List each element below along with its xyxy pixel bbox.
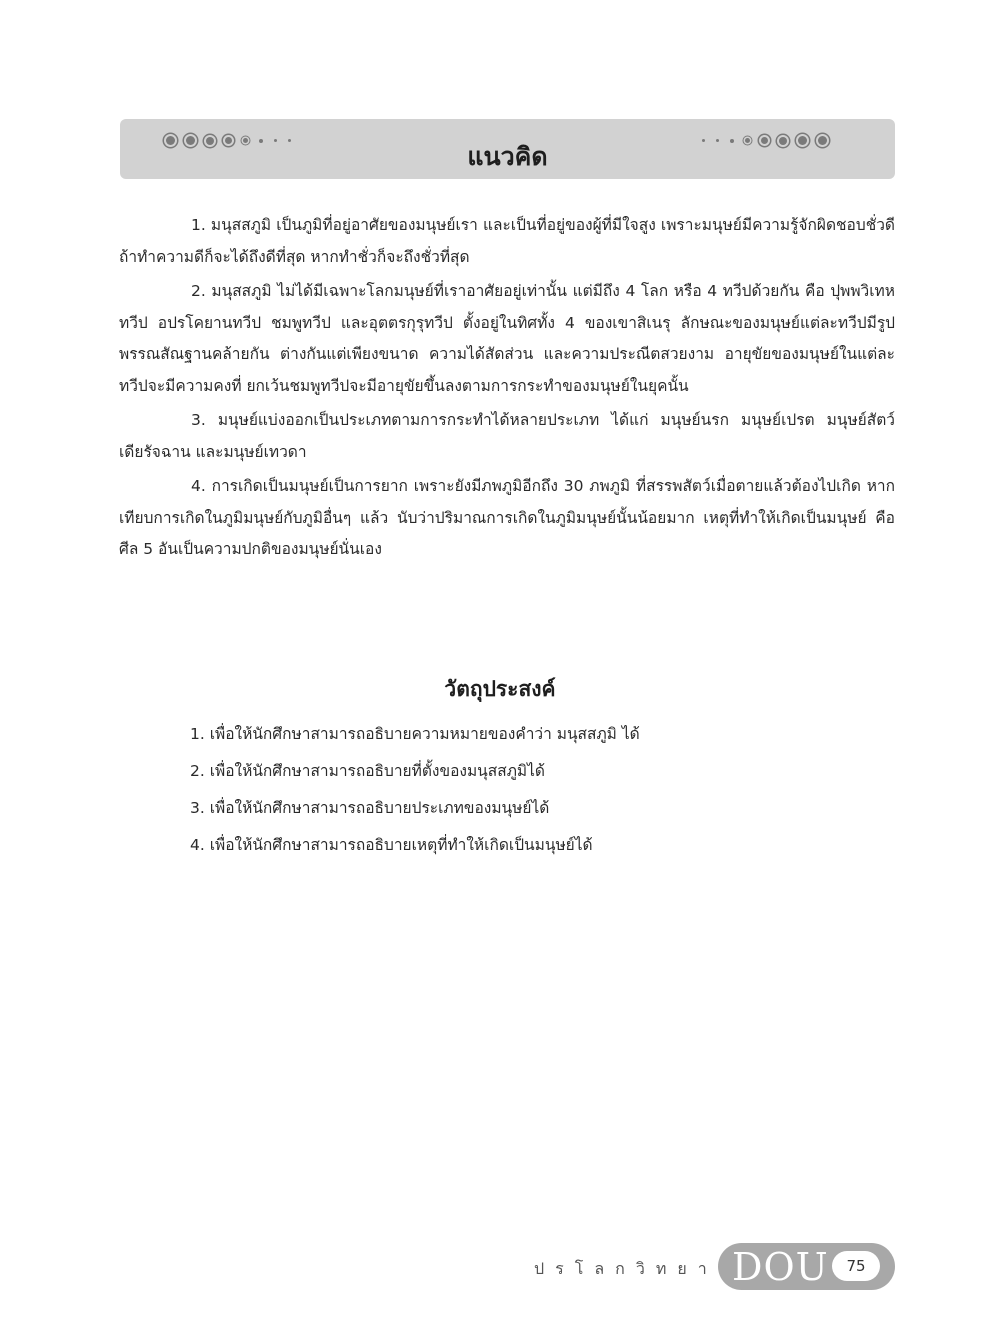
- dot-icon: [798, 136, 807, 145]
- dot-icon: [274, 139, 277, 142]
- dot-icon: [779, 137, 787, 145]
- concept-paragraph: 2. มนุสสภูมิ ไม่ได้มีเฉพาะโลกมนุษย์ที่เราอาศัยอยู่เท่านั้น แต่มีถึง 4 โลก หรือ 4 ทวีปด้วยกัน คือ ปุพพวิเทหทวีป อปรโคยานทวีป ชมพูทวีป และอุตตรกุรุทวีป ตั้งอยู่ในทิศทั้ง 4 ของเขาสิเนรุ ลักษณะของมนุษย์แต่ละทวีปมีรูปพรรณสัณฐานคล้ายกัน ต่างกันแต่เพียงขนาด ความได้สัดส่วน และความประณีตสวยงาม อายุขัยของมนุษย์ในแต่ละทวีปจะมีความคงที่ ยกเว้นชมพูทวีปจะมีอายุขัยขึ้นลงตามการกระทำของมนุษย์ในยุคนั้น: [119, 282, 895, 395]
- course-name: ปรโลกวิทยา: [534, 1259, 718, 1278]
- concept-paragraph: 4. การเกิดเป็นมนุษย์เป็นการยาก เพราะยังมีภพภูมิอีกถึง 30 ภพภูมิ ที่สรรพสัตว์เมื่อตายแล้วต้องไปเกิด หากเทียบการเกิดในภูมิมนุษย์กับภูมิอื่นๆ แล้ว นับว่าปริมาณการเกิดในภูมิมนุษย์นั้นน้อยมาก เหตุที่ทำให้เกิดเป็นมนุษย์ คือ ศีล 5 อันเป็นความปกติของมนุษย์นั่นเอง: [119, 477, 895, 558]
- dot-icon: [259, 139, 263, 143]
- dot-icon: [243, 138, 248, 143]
- objectives-title: วัตถุประสงค์: [444, 677, 556, 701]
- page-number: 75: [832, 1251, 880, 1281]
- concepts-body: [119, 210, 895, 566]
- dot-icon: [745, 138, 750, 143]
- objective-item: 1. เพื่อให้นักศึกษาสามารถอธิบายความหมายของคำว่า มนุสสภูมิ ได้: [190, 725, 640, 743]
- dot-icon: [702, 139, 705, 142]
- objective-item: 3. เพื่อให้นักศึกษาสามารถอธิบายประเภทของมนุษย์ได้: [190, 799, 550, 817]
- dou-logo: DOU: [732, 1245, 829, 1289]
- dot-icon: [225, 137, 232, 144]
- section-title: แนวคิด: [467, 142, 548, 171]
- objective-item: 4. เพื่อให้นักศึกษาสามารถอธิบายเหตุที่ทำให้เกิดเป็นมนุษย์ได้: [190, 836, 593, 854]
- dot-icon: [166, 136, 175, 145]
- decorative-dots-left: [166, 136, 302, 145]
- concept-paragraph: 3. มนุษย์แบ่งออกเป็นประเภทตามการกระทำได้หลายประเภท ได้แก่ มนุษย์นรก มนุษย์เปรต มนุษย์สัตว์เดียรัจฉาน และมนุษย์เทวดา: [119, 411, 895, 461]
- dot-icon: [288, 139, 291, 142]
- dot-icon: [716, 139, 719, 142]
- dot-icon: [206, 137, 214, 145]
- concept-paragraph: 1. มนุสสภูมิ เป็นภูมิที่อยู่อาศัยของมนุษย์เรา และเป็นที่อยู่ของผู้ที่มีใจสูง เพราะมนุษย์มีความรู้จักผิดชอบชั่วดี ถ้าทำความดีก็จะได้ถึงดีที่สุด หากทำชั่วก็จะถึงชั่วที่สุด: [119, 216, 895, 266]
- section-banner: [120, 119, 895, 179]
- objectives-list: [190, 716, 640, 864]
- dot-icon: [186, 136, 195, 145]
- objective-item: 2. เพื่อให้นักศึกษาสามารถอธิบายที่ตั้งของมนุสสภูมิได้: [190, 762, 545, 780]
- dot-icon: [730, 139, 734, 143]
- dot-icon: [818, 136, 827, 145]
- dot-icon: [761, 137, 768, 144]
- decorative-dots-right: [702, 136, 838, 145]
